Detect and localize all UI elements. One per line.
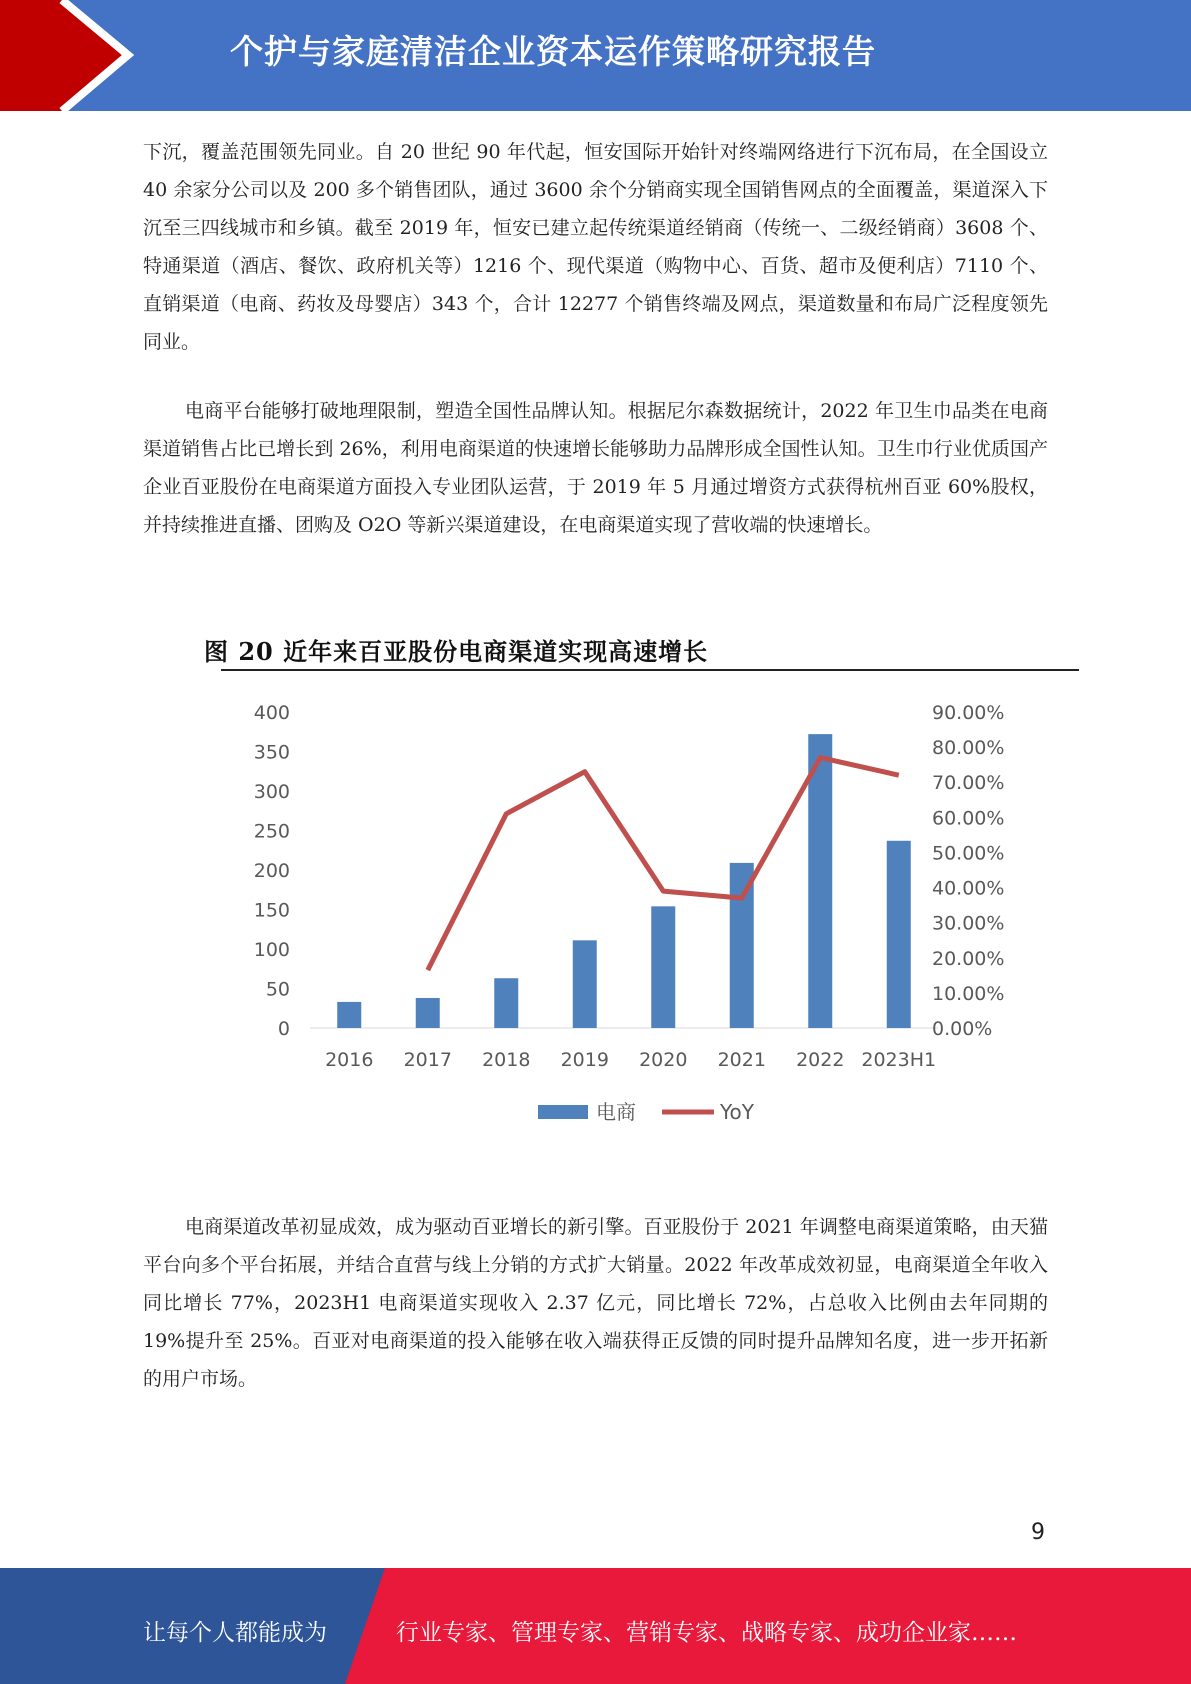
ecommerce-growth-chart — [230, 690, 1005, 1150]
y-left-tick-label: 300 — [253, 781, 290, 803]
report-title: 个护与家庭清洁企业资本运作策略研究报告 — [230, 32, 876, 71]
x-tick-label: 2018 — [482, 1049, 531, 1071]
header-arrow-decoration — [0, 0, 150, 111]
x-tick-label: 2019 — [560, 1049, 609, 1071]
paragraph-3: 电商渠道改革初显成效，成为驱动百亚增长的新引擎。百亚股份于 2021 年调整电商渠道策略，由天猫平台向多个平台拓展，并结合直营与线上分销的方式扩大销量。2022 年改革成效初显，电商渠道全年收入同比增长 77%，2023H1 电商渠道实现收入 2.37 亿元，同比增长 72%，占总收入比例由去年同期的 19%提升至 25%。百亚对电商渠道的投入能够在收入端获得正反馈的同时提升品牌知名度，进一步开拓新的用户市场。 — [143, 1216, 1048, 1390]
figure-title-rule — [221, 669, 1079, 671]
y-right-tick-label: 80.00% — [932, 737, 1005, 760]
y-right-tick-label: 60.00% — [932, 807, 1005, 830]
y-left-tick-label: 350 — [253, 741, 290, 764]
bar-2020 — [651, 906, 675, 1028]
y-right-tick-label: 20.00% — [932, 947, 1005, 970]
legend-swatch-ecommerce — [538, 1105, 588, 1119]
footer-slogan-right: 行业专家、管理专家、营销专家、战略专家、成功企业家…… — [396, 1620, 1017, 1646]
y-right-tick-label: 30.00% — [932, 912, 1005, 935]
bar-2023h1 — [887, 841, 911, 1028]
x-tick-label: 2023H1 — [861, 1049, 937, 1071]
y-right-tick-label: 40.00% — [932, 877, 1005, 900]
x-tick-label: 2021 — [717, 1049, 766, 1071]
y-right-tick-label: 0.00% — [932, 1018, 993, 1040]
bar-2019 — [573, 940, 597, 1028]
y-left-tick-label: 250 — [253, 820, 290, 843]
header-bar — [0, 0, 1191, 111]
figure-title: 图 20 近年来百亚股份电商渠道实现高速增长 — [204, 637, 709, 666]
y-left-tick-label: 200 — [253, 860, 290, 882]
x-tick-label: 2020 — [639, 1049, 688, 1071]
paragraph-1: 下沉，覆盖范围领先同业。自 20 世纪 90 年代起，恒安国际开始针对终端网络进行下沉布局，在全国设立 40 余家分公司以及 200 多个销售团队，通过 3600 余个分销商实现全国销售网点的全面覆盖，渠道深入下沉至三四线城市和乡镇。截至 2019 年，恒安已建立起传统渠道经销商（传统一、二级经销商）3608 个、特通渠道（酒店、餐饮、政府机关等）1216 个、现代渠道（购物中心、百货、超市及便利店）7110 个、直销渠道（电商、药妆及母婴店）343 个，合计 12277 个销售终端及网点，渠道数量和布局广泛程度领先同业。 — [143, 141, 1048, 353]
bar-2016 — [337, 1002, 361, 1028]
y-left-tick-label: 100 — [253, 939, 290, 961]
x-tick-label: 2016 — [325, 1049, 374, 1071]
y-right-tick-label: 50.00% — [932, 842, 1005, 865]
bar-2022 — [808, 734, 832, 1028]
page-number: 9 — [1031, 1520, 1045, 1545]
y-right-tick-label: 70.00% — [932, 772, 1005, 795]
x-tick-label: 2017 — [403, 1049, 452, 1071]
legend-label-yoy: YoY — [720, 1100, 755, 1124]
bar-2018 — [494, 978, 518, 1028]
y-left-tick-label: 400 — [253, 702, 290, 724]
legend-label-ecommerce: 电商 — [596, 1100, 636, 1124]
y-left-tick-label: 0 — [277, 1018, 290, 1040]
bar-2017 — [416, 998, 440, 1028]
y-right-tick-label: 10.00% — [932, 982, 1005, 1005]
y-left-tick-label: 50 — [265, 978, 290, 1001]
y-left-tick-label: 150 — [253, 899, 290, 922]
paragraph-2: 电商平台能够打破地理限制，塑造全国性品牌认知。根据尼尔森数据统计，2022 年卫生巾品类在电商渠道销售占比已增长到 26%，利用电商渠道的快速增长能够助力品牌形成全国性认知。卫生巾行业优质国产企业百亚股份在电商渠道方面投入专业团队运营，于 2019 年 5 月通过增资方式获得杭州百亚 60%股权，并持续推进直播、团购及 O2O 等新兴渠道建设，在电商渠道实现了营收端的快速增长。 — [143, 400, 1048, 536]
footer-slogan-left: 让每个人都能成为 — [143, 1620, 327, 1646]
y-right-tick-label: 90.00% — [932, 702, 1005, 724]
x-tick-label: 2022 — [796, 1049, 845, 1071]
